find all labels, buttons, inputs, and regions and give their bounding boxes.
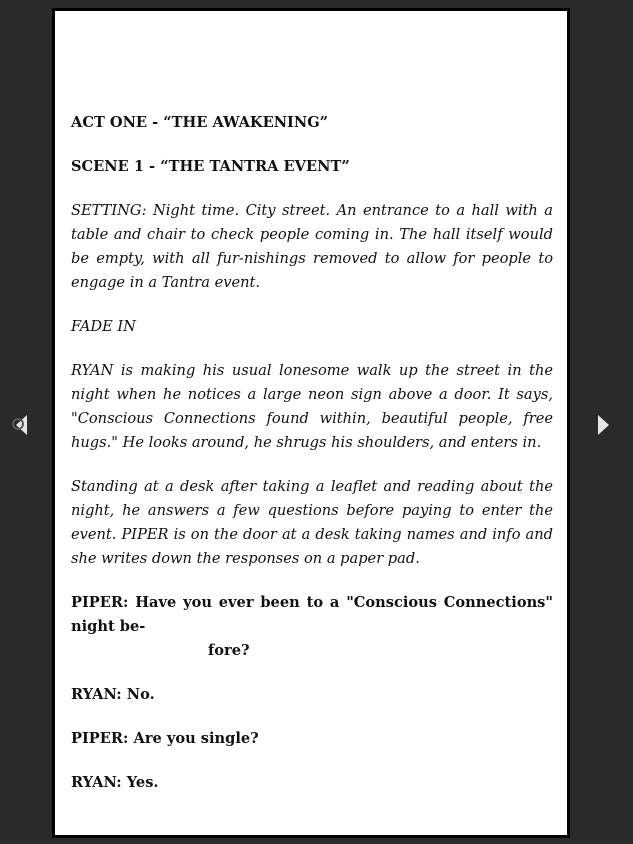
dialogue-piper-1-line1: PIPER: Have you ever been to a "Conscious Connections" night be- [71, 594, 553, 635]
scene-heading: SCENE 1 - “THE TANTRA EVENT” [71, 158, 350, 175]
previous-page-button[interactable] [8, 412, 34, 438]
fade-in-direction: FADE IN [71, 318, 136, 335]
action-paragraph-2: Standing at a desk after taking a leaflet and reading about the night, he answers a few questions before paying to enter the event. PIPER is on the door at a desk taking names and info and she writes down the responses on a paper pad. [71, 478, 553, 567]
act-heading: ACT ONE - “THE AWAKENING” [71, 114, 329, 131]
book-page [52, 8, 570, 838]
page-content [71, 111, 553, 815]
loading-ring-icon [12, 418, 24, 430]
dialogue-ryan-1: RYAN: No. [71, 686, 155, 703]
action-paragraph-1: RYAN is making his usual lonesome walk up the street in the night when he notices a large neon sign above a door. It says, "Conscious Connections found within, beautiful people, free hugs." He looks around, he shrugs his shoulders, and enters in. [71, 362, 553, 451]
dialogue-piper-2: PIPER: Are you single? [71, 730, 259, 747]
dialogue-piper-1 [71, 591, 553, 663]
dialogue-ryan-2: RYAN: Yes. [71, 774, 159, 791]
dialogue-piper-1-line2: fore? [208, 642, 250, 659]
triangle-right-icon [598, 415, 609, 435]
setting-paragraph: SETTING: Night time. City street. An entrance to a hall with a table and chair to check people coming in. The hall itself would be empty, with all fur-nishings removed to allow for people to engage in a Tantra event. [71, 202, 553, 291]
next-page-button[interactable] [590, 412, 616, 438]
